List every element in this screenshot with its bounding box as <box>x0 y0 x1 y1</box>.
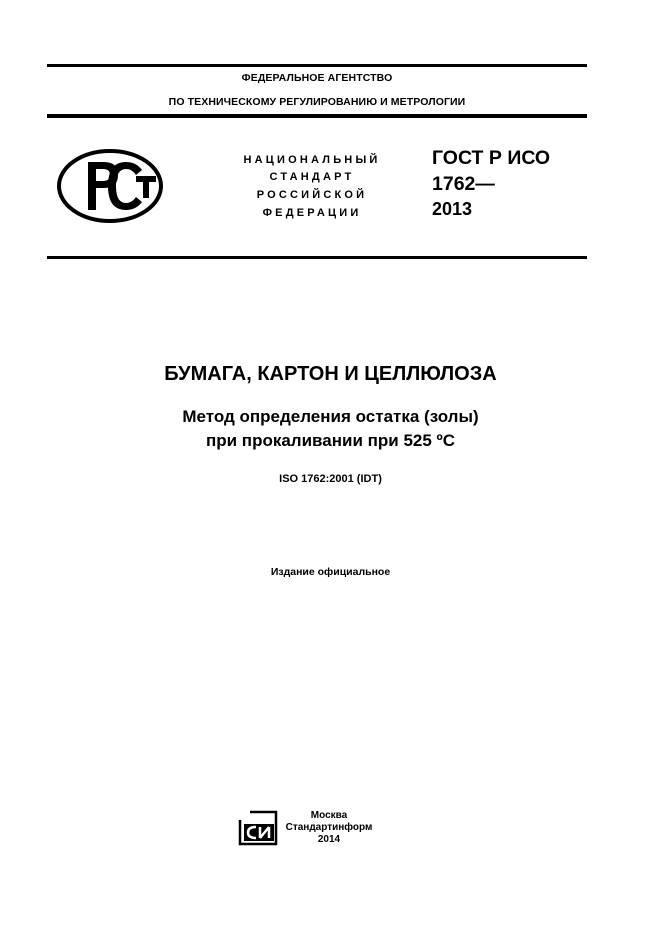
publisher-logo <box>236 808 282 846</box>
designation-line-3: 2013 <box>432 199 473 219</box>
designation-line-1: ГОСТ Р ИСО <box>432 147 551 169</box>
national-standard-line-1: НАЦИОНАЛЬНЫЙ <box>243 154 381 166</box>
national-standard-line-4: ФЕДЕРАЦИИ <box>262 207 362 219</box>
publisher-year: 2014 <box>317 834 341 845</box>
designation-line-2: 1762— <box>432 173 495 195</box>
publisher-name: Стандартинформ <box>285 822 373 833</box>
national-standard-line-3: РОССИЙСКОЙ <box>256 189 368 201</box>
standartinform-logo-icon <box>236 808 282 846</box>
edition-note: Издание официальное <box>270 566 391 578</box>
iso-reference: ISO 1762:2001 (IDT) <box>279 473 382 485</box>
agency-line-2: ПО ТЕХНИЧЕСКОМУ РЕГУЛИРОВАНИЮ И МЕТРОЛОГИИ <box>168 96 466 108</box>
national-standard-line-2: СТАНДАРТ <box>269 171 355 183</box>
agency-line-1: ФЕДЕРАЛЬНОЕ АГЕНТСТВО <box>241 72 393 84</box>
title-block-rule <box>47 256 587 259</box>
gost-logo <box>56 148 166 224</box>
document-subtitle-line-1: Метод определения остатка (золы) <box>182 407 479 426</box>
document-subtitle-line-2: при прокаливании при 525 ºС <box>205 431 456 450</box>
gost-logo-icon <box>56 148 166 224</box>
header-top-rule <box>47 64 587 67</box>
document-title: БУМАГА, КАРТОН И ЦЕЛЛЮЛОЗА <box>164 363 497 385</box>
publisher-city: Москва <box>310 810 348 821</box>
header-bottom-rule <box>47 114 587 118</box>
